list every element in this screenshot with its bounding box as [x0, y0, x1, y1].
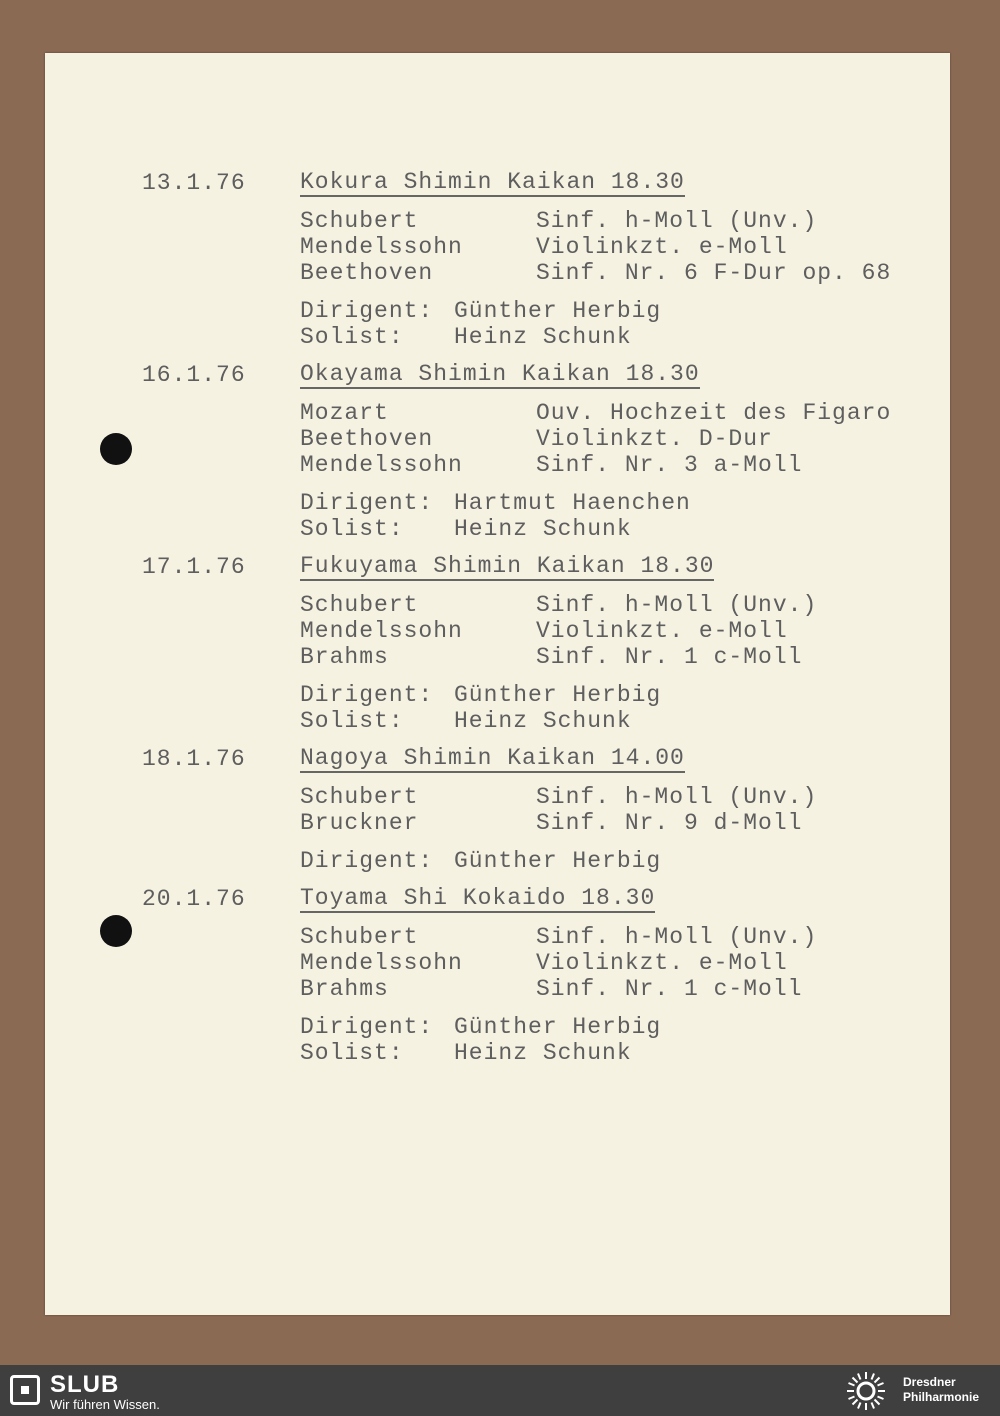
- composer: Bruckner: [300, 810, 419, 836]
- conductor-line: [300, 490, 691, 516]
- soloist-label: Solist:: [300, 324, 404, 350]
- concert-venue: Fukuyama Shimin Kaikan 18.30: [300, 553, 715, 579]
- soloist-label: Solist:: [300, 708, 404, 734]
- composer: Schubert: [300, 784, 419, 810]
- concert-date: 20.1.76: [142, 886, 246, 912]
- slub-logo-icon[interactable]: [10, 1375, 40, 1405]
- composer: Schubert: [300, 592, 419, 618]
- program-row: [300, 644, 802, 670]
- concert-date: 18.1.76: [142, 746, 246, 772]
- concert-venue: Kokura Shimin Kaikan 18.30: [300, 169, 685, 195]
- conductor-name: Günther Herbig: [454, 848, 662, 874]
- partner-name-line2: Philharmonie: [903, 1390, 980, 1404]
- typed-document-page: [45, 53, 950, 1315]
- conductor-line: [300, 298, 661, 324]
- conductor-label: Dirigent:: [300, 1014, 434, 1040]
- program-row: [300, 810, 802, 836]
- soloist-line: [300, 1040, 632, 1066]
- conductor-line: [300, 848, 661, 874]
- soloist-label: Solist:: [300, 1040, 404, 1066]
- partner-name-line1: Dresdner: [903, 1375, 956, 1389]
- composer: Beethoven: [300, 260, 434, 286]
- partner-name: [903, 1375, 979, 1405]
- program-row: [300, 784, 817, 810]
- conductor-name: Günther Herbig: [454, 1014, 662, 1040]
- work: Sinf. h-Moll (Unv.): [536, 592, 818, 618]
- program-row: [300, 452, 802, 478]
- composer: Mendelssohn: [300, 234, 463, 260]
- work: Sinf. h-Moll (Unv.): [536, 924, 818, 950]
- concert-venue: Okayama Shimin Kaikan 18.30: [300, 361, 700, 387]
- program-row: [300, 234, 788, 260]
- work: Sinf. h-Moll (Unv.): [536, 208, 818, 234]
- composer: Schubert: [300, 924, 419, 950]
- conductor-line: [300, 1014, 661, 1040]
- soloist-name: Heinz Schunk: [454, 1040, 632, 1066]
- composer: Mendelssohn: [300, 618, 463, 644]
- program-row: [300, 950, 788, 976]
- composer: Brahms: [300, 976, 389, 1002]
- concert-date: 16.1.76: [142, 362, 246, 388]
- soloist-label: Solist:: [300, 516, 404, 542]
- soloist-name: Heinz Schunk: [454, 708, 632, 734]
- composer: Mendelssohn: [300, 452, 463, 478]
- program-row: [300, 426, 773, 452]
- conductor-label: Dirigent:: [300, 682, 434, 708]
- concert-venue: Toyama Shi Kokaido 18.30: [300, 885, 656, 911]
- conductor-label: Dirigent:: [300, 848, 434, 874]
- work: Violinkzt. D-Dur: [536, 426, 773, 452]
- work: Sinf. Nr. 3 a-Moll: [536, 452, 803, 478]
- soloist-name: Heinz Schunk: [454, 516, 632, 542]
- conductor-label: Dirigent:: [300, 490, 434, 516]
- program-row: [300, 592, 817, 618]
- soloist-name: Heinz Schunk: [454, 324, 632, 350]
- conductor-name: Günther Herbig: [454, 298, 662, 324]
- program-row: [300, 208, 817, 234]
- work: Sinf. Nr. 6 F-Dur op. 68: [536, 260, 892, 286]
- work: Violinkzt. e-Moll: [536, 234, 788, 260]
- program-row: [300, 618, 788, 644]
- conductor-name: Hartmut Haenchen: [454, 490, 691, 516]
- work: Violinkzt. e-Moll: [536, 950, 788, 976]
- program-row: [300, 400, 891, 426]
- soloist-line: [300, 516, 632, 542]
- library-name[interactable]: SLUB: [50, 1371, 120, 1398]
- composer: Mendelssohn: [300, 950, 463, 976]
- punch-hole: [100, 433, 132, 465]
- work: Sinf. Nr. 1 c-Moll: [536, 644, 803, 670]
- soloist-line: [300, 708, 632, 734]
- concert-date: 17.1.76: [142, 554, 246, 580]
- work: Sinf. h-Moll (Unv.): [536, 784, 818, 810]
- punch-hole: [100, 915, 132, 947]
- conductor-label: Dirigent:: [300, 298, 434, 324]
- library-tagline: Wir führen Wissen.: [50, 1397, 160, 1412]
- dresdner-philharmonie-logo-icon[interactable]: [845, 1370, 887, 1412]
- soloist-line: [300, 324, 632, 350]
- program-row: [300, 976, 802, 1002]
- composer: Schubert: [300, 208, 419, 234]
- footer-bar: [0, 1365, 1000, 1416]
- work: Violinkzt. e-Moll: [536, 618, 788, 644]
- composer: Brahms: [300, 644, 389, 670]
- work: Sinf. Nr. 1 c-Moll: [536, 976, 803, 1002]
- program-row: [300, 260, 891, 286]
- concert-venue: Nagoya Shimin Kaikan 14.00: [300, 745, 685, 771]
- concert-date: 13.1.76: [142, 170, 246, 196]
- program-row: [300, 924, 817, 950]
- conductor-name: Günther Herbig: [454, 682, 662, 708]
- work: Sinf. Nr. 9 d-Moll: [536, 810, 803, 836]
- composer: Mozart: [300, 400, 389, 426]
- conductor-line: [300, 682, 661, 708]
- composer: Beethoven: [300, 426, 434, 452]
- work: Ouv. Hochzeit des Figaro: [536, 400, 892, 426]
